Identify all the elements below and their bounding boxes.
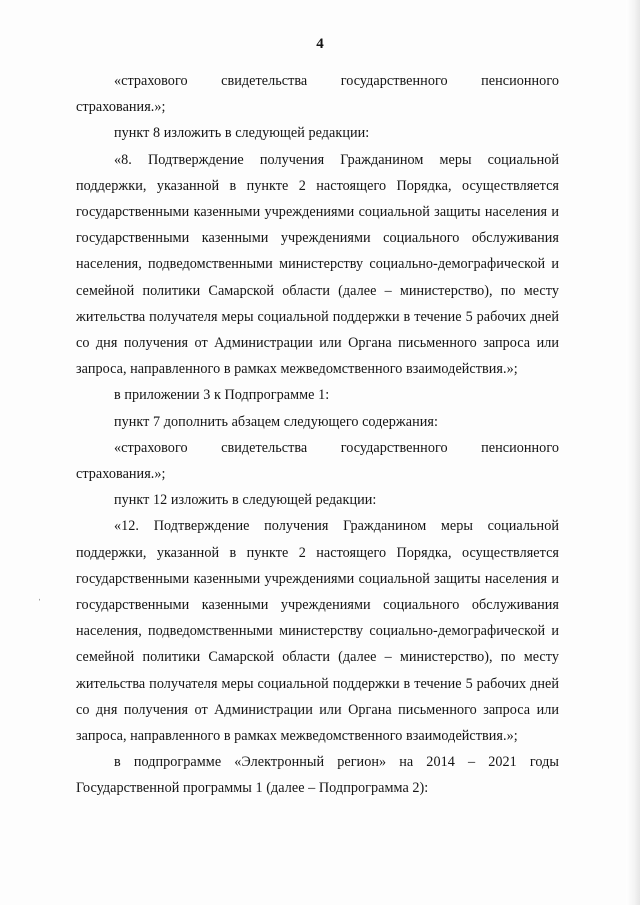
- paragraph-point-12-heading: пункт 12 изложить в следующей редакции:: [114, 492, 377, 509]
- paragraph-insurance-certificate-1: «страхового свидетельства государственного пенсионного страхования.»;: [76, 73, 559, 116]
- paragraph-insurance-certificate-2: «страхового свидетельства государственного пенсионного страхования.»;: [76, 439, 559, 483]
- paragraph-point-8-text: «8. Подтверждение получения Гражданином меры социальной поддержки, указанной в пункте 2 настоящего Порядка, осуществляется государственными казенными учреждениями социальной защиты населения и государственными казенными учреждениями социального обслуживания населения, подведомственными министерству социально-демографической и семейной политики Самарской области (далее – министерство), по месту жительства получателя меры социальной поддержки в течение 5 рабочих дней со дня получения от Администрации или Органа письменного запроса или запроса, направленного в рамках межведомственного взаимодействия.»;: [76, 151, 559, 378]
- document-body: [76, 68, 559, 802]
- scan-dot-mark: ˈ: [38, 598, 42, 609]
- paragraph-appendix-3: в приложении 3 к Подпрограмме 1:: [114, 387, 330, 404]
- paragraph-point-12-text: «12. Подтверждение получения Гражданином меры социальной поддержки, указанной в пункте 2 настоящего Порядка, осуществляется государственными казенными учреждениями социальной защиты населения и государственными казенными учреждениями социального обслуживания населения, подведомственными министерству социально-демографической и семейной политики Самарской области (далее – министерство), по месту жительства получателя меры социальной поддержки в течение 5 рабочих дней со дня получения от Администрации или Органа письменного запроса или запроса, направленного в рамках межведомственного взаимодействия.»;: [76, 518, 559, 745]
- page-number: 4: [316, 36, 324, 52]
- paragraph-point-8-heading: пункт 8 изложить в следующей редакции:: [114, 125, 370, 142]
- scan-edge-shadow: [626, 0, 640, 905]
- paragraph-electronic-region: в подпрограмме «Электронный регион» на 2014 – 2021 годы Государственной программы 1 (далее – Подпрограмма 2):: [76, 754, 559, 797]
- paragraph-point-7-addition: пункт 7 дополнить абзацем следующего содержания:: [114, 413, 438, 430]
